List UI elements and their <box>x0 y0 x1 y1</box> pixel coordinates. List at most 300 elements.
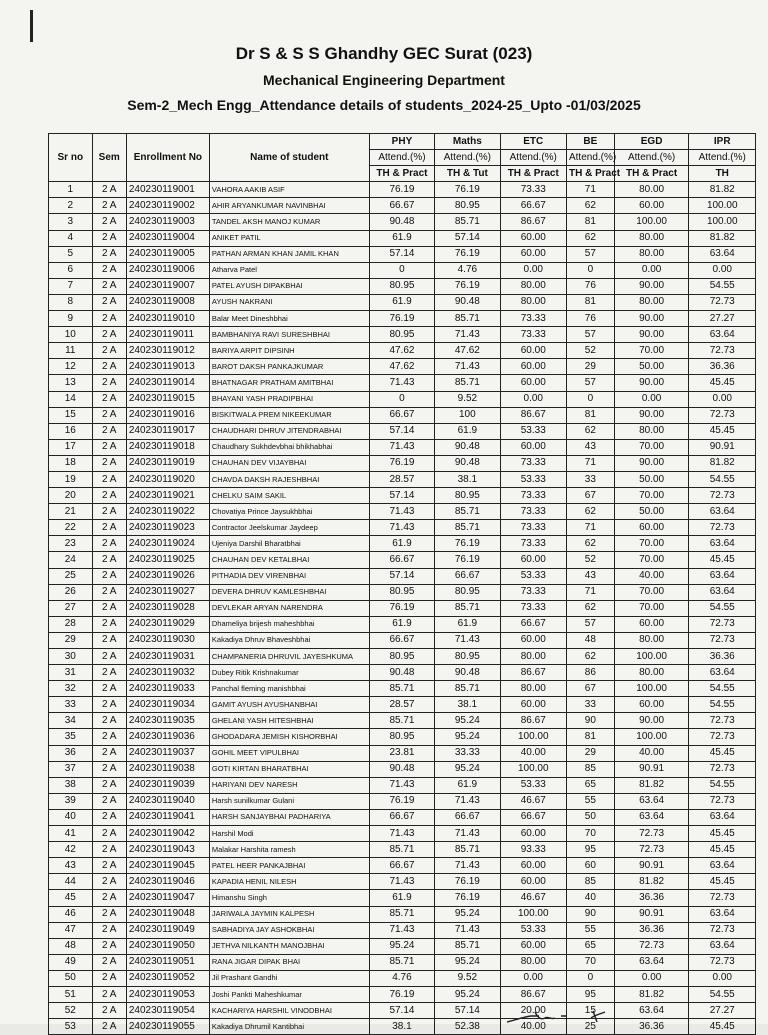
table-row <box>49 536 756 552</box>
enrollment-no: 240230119018 <box>126 439 209 455</box>
sr-no: 50 <box>49 970 93 986</box>
sem: 2 A <box>92 809 126 825</box>
egd-attendance: 63.64 <box>614 954 689 970</box>
egd-attendance: 80.00 <box>614 230 689 246</box>
ipr-attendance: 72.73 <box>689 761 756 777</box>
be-attendance: 81 <box>566 294 614 310</box>
phy-attendance: 85.71 <box>369 681 434 697</box>
student-name: TANDEL AKSH MANOJ KUMAR <box>209 214 369 230</box>
phy-attendance: 0 <box>369 391 434 407</box>
pen-mark <box>30 10 33 42</box>
maths-attendance: 85.71 <box>435 842 500 858</box>
egd-attendance: 100.00 <box>614 214 689 230</box>
phy-attendance: 71.43 <box>369 922 434 938</box>
table-row <box>49 777 756 793</box>
ipr-attendance: 63.64 <box>689 568 756 584</box>
sem: 2 A <box>92 938 126 954</box>
phy-attendance: 76.19 <box>369 311 434 327</box>
maths-attendance: 85.71 <box>435 938 500 954</box>
header-enrollment: Enrollment No <box>126 134 209 182</box>
sr-no: 25 <box>49 568 93 584</box>
maths-attendance: 61.9 <box>435 777 500 793</box>
sr-no: 27 <box>49 600 93 616</box>
be-attendance: 29 <box>566 359 614 375</box>
table-row <box>49 262 756 278</box>
table-row <box>49 375 756 391</box>
maths-attendance: 100 <box>435 407 500 423</box>
sr-no: 31 <box>49 665 93 681</box>
student-name: KAPADIA HENIL NILESH <box>209 874 369 890</box>
etc-attendance: 80.00 <box>500 294 566 310</box>
table-row <box>49 278 756 294</box>
maths-attendance: 66.67 <box>435 809 500 825</box>
be-attendance: 62 <box>566 423 614 439</box>
phy-attendance: 76.19 <box>369 793 434 809</box>
phy-attendance: 57.14 <box>369 488 434 504</box>
sem: 2 A <box>92 713 126 729</box>
maths-attendance: 95.24 <box>435 986 500 1002</box>
be-attendance: 85 <box>566 761 614 777</box>
be-attendance: 0 <box>566 970 614 986</box>
etc-attendance: 80.00 <box>500 954 566 970</box>
student-name: Contractor Jeelskumar Jaydeep <box>209 520 369 536</box>
header-subject: Maths <box>435 134 500 150</box>
enrollment-no: 240230119054 <box>126 1003 209 1019</box>
maths-attendance: 90.48 <box>435 455 500 471</box>
etc-attendance: 0.00 <box>500 391 566 407</box>
be-attendance: 57 <box>566 375 614 391</box>
sr-no: 32 <box>49 681 93 697</box>
ipr-attendance: 27.27 <box>689 311 756 327</box>
ipr-attendance: 100.00 <box>689 198 756 214</box>
be-attendance: 76 <box>566 311 614 327</box>
sr-no: 23 <box>49 536 93 552</box>
sem: 2 A <box>92 278 126 294</box>
egd-attendance: 0.00 <box>614 970 689 986</box>
student-name: Harsh sunilkumar Gulani <box>209 793 369 809</box>
egd-attendance: 70.00 <box>614 536 689 552</box>
phy-attendance: 0 <box>369 262 434 278</box>
sr-no: 40 <box>49 809 93 825</box>
sr-no: 43 <box>49 858 93 874</box>
etc-attendance: 20.00 <box>500 1003 566 1019</box>
sem: 2 A <box>92 826 126 842</box>
sr-no: 13 <box>49 375 93 391</box>
ipr-attendance: 81.82 <box>689 455 756 471</box>
sr-no: 14 <box>49 391 93 407</box>
be-attendance: 62 <box>566 504 614 520</box>
table-row <box>49 842 756 858</box>
sem: 2 A <box>92 600 126 616</box>
table-row <box>49 616 756 632</box>
egd-attendance: 50.00 <box>614 359 689 375</box>
ipr-attendance: 45.45 <box>689 842 756 858</box>
sem: 2 A <box>92 327 126 343</box>
student-name: Panchal fleming manishbhai <box>209 681 369 697</box>
phy-attendance: 47.62 <box>369 343 434 359</box>
enrollment-no: 240230119040 <box>126 793 209 809</box>
phy-attendance: 71.43 <box>369 520 434 536</box>
enrollment-no: 240230119020 <box>126 471 209 487</box>
header-subject: PHY <box>369 134 434 150</box>
be-attendance: 70 <box>566 954 614 970</box>
egd-attendance: 80.00 <box>614 632 689 648</box>
phy-attendance: 71.43 <box>369 777 434 793</box>
enrollment-no: 240230119027 <box>126 584 209 600</box>
ipr-attendance: 81.82 <box>689 230 756 246</box>
sr-no: 42 <box>49 842 93 858</box>
maths-attendance: 85.71 <box>435 681 500 697</box>
ipr-attendance: 63.64 <box>689 938 756 954</box>
egd-attendance: 90.91 <box>614 858 689 874</box>
sr-no: 28 <box>49 616 93 632</box>
maths-attendance: 71.43 <box>435 793 500 809</box>
maths-attendance: 71.43 <box>435 858 500 874</box>
be-attendance: 25 <box>566 1019 614 1035</box>
etc-attendance: 86.67 <box>500 214 566 230</box>
student-name: Jil Prashant Gandhi <box>209 970 369 986</box>
maths-attendance: 52.38 <box>435 1019 500 1035</box>
egd-attendance: 80.00 <box>614 423 689 439</box>
table-row <box>49 327 756 343</box>
enrollment-no: 240230119019 <box>126 455 209 471</box>
phy-attendance: 61.9 <box>369 616 434 632</box>
phy-attendance: 71.43 <box>369 504 434 520</box>
egd-attendance: 81.82 <box>614 777 689 793</box>
ipr-attendance: 36.36 <box>689 359 756 375</box>
sr-no: 34 <box>49 713 93 729</box>
enrollment-no: 240230119029 <box>126 616 209 632</box>
sem: 2 A <box>92 922 126 938</box>
student-name: Ujeniya Darshil Bharatbhai <box>209 536 369 552</box>
phy-attendance: 85.71 <box>369 713 434 729</box>
etc-attendance: 73.33 <box>500 182 566 198</box>
phy-attendance: 28.57 <box>369 471 434 487</box>
sem: 2 A <box>92 423 126 439</box>
egd-attendance: 80.00 <box>614 182 689 198</box>
sem: 2 A <box>92 568 126 584</box>
sem: 2 A <box>92 359 126 375</box>
sheet-subtitle: Sem-2_Mech Engg_Attendance details of students_2024-25_Upto -01/03/2025 <box>127 97 641 113</box>
table-row <box>49 230 756 246</box>
etc-attendance: 46.67 <box>500 890 566 906</box>
enrollment-no: 240230119002 <box>126 198 209 214</box>
phy-attendance: 85.71 <box>369 842 434 858</box>
phy-attendance: 71.43 <box>369 874 434 890</box>
ipr-attendance: 63.64 <box>689 665 756 681</box>
header-subject: IPR <box>689 134 756 150</box>
egd-attendance: 60.00 <box>614 198 689 214</box>
ipr-attendance: 72.73 <box>689 713 756 729</box>
enrollment-no: 240230119014 <box>126 375 209 391</box>
etc-attendance: 0.00 <box>500 970 566 986</box>
egd-attendance: 100.00 <box>614 649 689 665</box>
ipr-attendance: 45.45 <box>689 423 756 439</box>
header-subject: ETC <box>500 134 566 150</box>
phy-attendance: 61.9 <box>369 294 434 310</box>
sr-no: 12 <box>49 359 93 375</box>
be-attendance: 33 <box>566 471 614 487</box>
phy-attendance: 71.43 <box>369 826 434 842</box>
sr-no: 30 <box>49 649 93 665</box>
egd-attendance: 100.00 <box>614 681 689 697</box>
be-attendance: 90 <box>566 713 614 729</box>
etc-attendance: 100.00 <box>500 906 566 922</box>
table-row <box>49 922 756 938</box>
phy-attendance: 90.48 <box>369 761 434 777</box>
header-name: Name of student <box>209 134 369 182</box>
table-row <box>49 214 756 230</box>
sem: 2 A <box>92 536 126 552</box>
egd-attendance: 90.00 <box>614 311 689 327</box>
etc-attendance: 60.00 <box>500 230 566 246</box>
student-name: GHELANI YASH HITESHBHAI <box>209 713 369 729</box>
be-attendance: 90 <box>566 906 614 922</box>
ipr-attendance: 100.00 <box>689 214 756 230</box>
header-type: TH & Pract <box>566 166 614 182</box>
enrollment-no: 240230119042 <box>126 826 209 842</box>
table-row <box>49 874 756 890</box>
enrollment-no: 240230119011 <box>126 327 209 343</box>
phy-attendance: 71.43 <box>369 439 434 455</box>
enrollment-no: 240230119047 <box>126 890 209 906</box>
ipr-attendance: 45.45 <box>689 745 756 761</box>
phy-attendance: 38.1 <box>369 1019 434 1035</box>
student-name: CHAVDA DAKSH RAJESHBHAI <box>209 471 369 487</box>
ipr-attendance: 63.64 <box>689 809 756 825</box>
header-subject: EGD <box>614 134 689 150</box>
etc-attendance: 73.33 <box>500 327 566 343</box>
maths-attendance: 61.9 <box>435 423 500 439</box>
sr-no: 38 <box>49 777 93 793</box>
enrollment-no: 240230119005 <box>126 246 209 262</box>
maths-attendance: 76.19 <box>435 874 500 890</box>
etc-attendance: 73.33 <box>500 536 566 552</box>
egd-attendance: 63.64 <box>614 1003 689 1019</box>
table-row <box>49 729 756 745</box>
header-attend: Attend.(%) <box>369 150 434 166</box>
ipr-attendance: 81.82 <box>689 182 756 198</box>
sr-no: 17 <box>49 439 93 455</box>
egd-attendance: 0.00 <box>614 262 689 278</box>
enrollment-no: 240230119041 <box>126 809 209 825</box>
header-srno: Sr no <box>49 134 93 182</box>
table-row <box>49 632 756 648</box>
ipr-attendance: 63.64 <box>689 327 756 343</box>
enrollment-no: 240230119035 <box>126 713 209 729</box>
header-subject: BE <box>566 134 614 150</box>
be-attendance: 0 <box>566 391 614 407</box>
student-name: DEVERA DHRUV KAMLESHBHAI <box>209 584 369 600</box>
enrollment-no: 240230119008 <box>126 294 209 310</box>
ipr-attendance: 72.73 <box>689 922 756 938</box>
etc-attendance: 0.00 <box>500 262 566 278</box>
etc-attendance: 53.33 <box>500 568 566 584</box>
enrollment-no: 240230119012 <box>126 343 209 359</box>
sr-no: 36 <box>49 745 93 761</box>
phy-attendance: 80.95 <box>369 327 434 343</box>
egd-attendance: 72.73 <box>614 826 689 842</box>
enrollment-no: 240230119025 <box>126 552 209 568</box>
be-attendance: 62 <box>566 649 614 665</box>
etc-attendance: 40.00 <box>500 1019 566 1035</box>
etc-attendance: 60.00 <box>500 697 566 713</box>
sr-no: 47 <box>49 922 93 938</box>
egd-attendance: 81.82 <box>614 874 689 890</box>
sr-no: 49 <box>49 954 93 970</box>
phy-attendance: 28.57 <box>369 697 434 713</box>
table-row <box>49 584 756 600</box>
be-attendance: 60 <box>566 858 614 874</box>
sem: 2 A <box>92 391 126 407</box>
phy-attendance: 66.67 <box>369 632 434 648</box>
maths-attendance: 90.48 <box>435 665 500 681</box>
student-name: PATEL AYUSH DIPAKBHAI <box>209 278 369 294</box>
ipr-attendance: 54.55 <box>689 600 756 616</box>
egd-attendance: 90.91 <box>614 761 689 777</box>
sr-no: 52 <box>49 1003 93 1019</box>
be-attendance: 95 <box>566 842 614 858</box>
be-attendance: 62 <box>566 230 614 246</box>
student-name: Himanshu Singh <box>209 890 369 906</box>
table-row <box>49 359 756 375</box>
maths-attendance: 85.71 <box>435 520 500 536</box>
phy-attendance: 76.19 <box>369 455 434 471</box>
ipr-attendance: 72.73 <box>689 793 756 809</box>
etc-attendance: 86.67 <box>500 986 566 1002</box>
maths-attendance: 85.71 <box>435 600 500 616</box>
enrollment-no: 240230119051 <box>126 954 209 970</box>
student-name: Harshil Modi <box>209 826 369 842</box>
table-row <box>49 488 756 504</box>
maths-attendance: 80.95 <box>435 198 500 214</box>
table-row <box>49 391 756 407</box>
ipr-attendance: 72.73 <box>689 488 756 504</box>
ipr-attendance: 45.45 <box>689 1019 756 1035</box>
egd-attendance: 50.00 <box>614 471 689 487</box>
etc-attendance: 73.33 <box>500 504 566 520</box>
enrollment-no: 240230119017 <box>126 423 209 439</box>
maths-attendance: 71.43 <box>435 327 500 343</box>
sr-no: 21 <box>49 504 93 520</box>
be-attendance: 62 <box>566 600 614 616</box>
etc-attendance: 100.00 <box>500 761 566 777</box>
table-row <box>49 793 756 809</box>
ipr-attendance: 54.55 <box>689 986 756 1002</box>
phy-attendance: 23.81 <box>369 745 434 761</box>
enrollment-no: 240230119034 <box>126 697 209 713</box>
sem: 2 A <box>92 745 126 761</box>
be-attendance: 15 <box>566 1003 614 1019</box>
egd-attendance: 70.00 <box>614 439 689 455</box>
sr-no: 26 <box>49 584 93 600</box>
ipr-attendance: 63.64 <box>689 858 756 874</box>
ipr-attendance: 0.00 <box>689 391 756 407</box>
maths-attendance: 76.19 <box>435 890 500 906</box>
egd-attendance: 40.00 <box>614 745 689 761</box>
etc-attendance: 53.33 <box>500 423 566 439</box>
student-name: GAMIT AYUSH AYUSHANBHAI <box>209 697 369 713</box>
maths-attendance: 4.76 <box>435 262 500 278</box>
egd-attendance: 90.00 <box>614 407 689 423</box>
student-name: Atharva Patel <box>209 262 369 278</box>
enrollment-no: 240230119046 <box>126 874 209 890</box>
student-name: KACHARIYA HARSHIL VINODBHAI <box>209 1003 369 1019</box>
phy-attendance: 47.62 <box>369 359 434 375</box>
sem: 2 A <box>92 632 126 648</box>
be-attendance: 52 <box>566 552 614 568</box>
egd-attendance: 60.00 <box>614 697 689 713</box>
egd-attendance: 90.00 <box>614 455 689 471</box>
student-rows <box>49 182 756 1035</box>
egd-attendance: 36.36 <box>614 890 689 906</box>
student-name: JETHVA NILKANTH MANOJBHAI <box>209 938 369 954</box>
table-row <box>49 600 756 616</box>
sr-no: 53 <box>49 1019 93 1035</box>
maths-attendance: 66.67 <box>435 568 500 584</box>
phy-attendance: 66.67 <box>369 407 434 423</box>
etc-attendance: 86.67 <box>500 665 566 681</box>
sem: 2 A <box>92 665 126 681</box>
be-attendance: 95 <box>566 986 614 1002</box>
table-row <box>49 697 756 713</box>
enrollment-no: 240230119013 <box>126 359 209 375</box>
table-row <box>49 439 756 455</box>
table-row <box>49 182 756 198</box>
enrollment-no: 240230119032 <box>126 665 209 681</box>
ipr-attendance: 0.00 <box>689 262 756 278</box>
phy-attendance: 95.24 <box>369 938 434 954</box>
egd-attendance: 90.00 <box>614 327 689 343</box>
be-attendance: 0 <box>566 262 614 278</box>
enrollment-no: 240230119037 <box>126 745 209 761</box>
ipr-attendance: 72.73 <box>689 954 756 970</box>
sem: 2 A <box>92 455 126 471</box>
egd-attendance: 36.36 <box>614 922 689 938</box>
be-attendance: 85 <box>566 874 614 890</box>
student-name: HARIYANI DEV NARESH <box>209 777 369 793</box>
be-attendance: 81 <box>566 407 614 423</box>
table-row <box>49 713 756 729</box>
sem: 2 A <box>92 874 126 890</box>
maths-attendance: 85.71 <box>435 504 500 520</box>
maths-attendance: 80.95 <box>435 649 500 665</box>
table-row <box>49 906 756 922</box>
maths-attendance: 71.43 <box>435 359 500 375</box>
etc-attendance: 53.33 <box>500 471 566 487</box>
be-attendance: 55 <box>566 922 614 938</box>
sr-no: 37 <box>49 761 93 777</box>
table-row <box>49 649 756 665</box>
phy-attendance: 85.71 <box>369 906 434 922</box>
table-row <box>49 520 756 536</box>
header-type: TH <box>689 166 756 182</box>
ipr-attendance: 63.64 <box>689 906 756 922</box>
table-row <box>49 970 756 986</box>
table-row <box>49 809 756 825</box>
student-name: BAROT DAKSH PANKAJKUMAR <box>209 359 369 375</box>
egd-attendance: 70.00 <box>614 552 689 568</box>
enrollment-no: 240230119007 <box>126 278 209 294</box>
egd-attendance: 60.00 <box>614 616 689 632</box>
phy-attendance: 76.19 <box>369 600 434 616</box>
egd-attendance: 80.00 <box>614 246 689 262</box>
ipr-attendance: 36.36 <box>689 649 756 665</box>
enrollment-no: 240230119031 <box>126 649 209 665</box>
table-row <box>49 1003 756 1019</box>
student-name: HARSH SANJAYBHAI PADHARIYA <box>209 809 369 825</box>
enrollment-no: 240230119050 <box>126 938 209 954</box>
